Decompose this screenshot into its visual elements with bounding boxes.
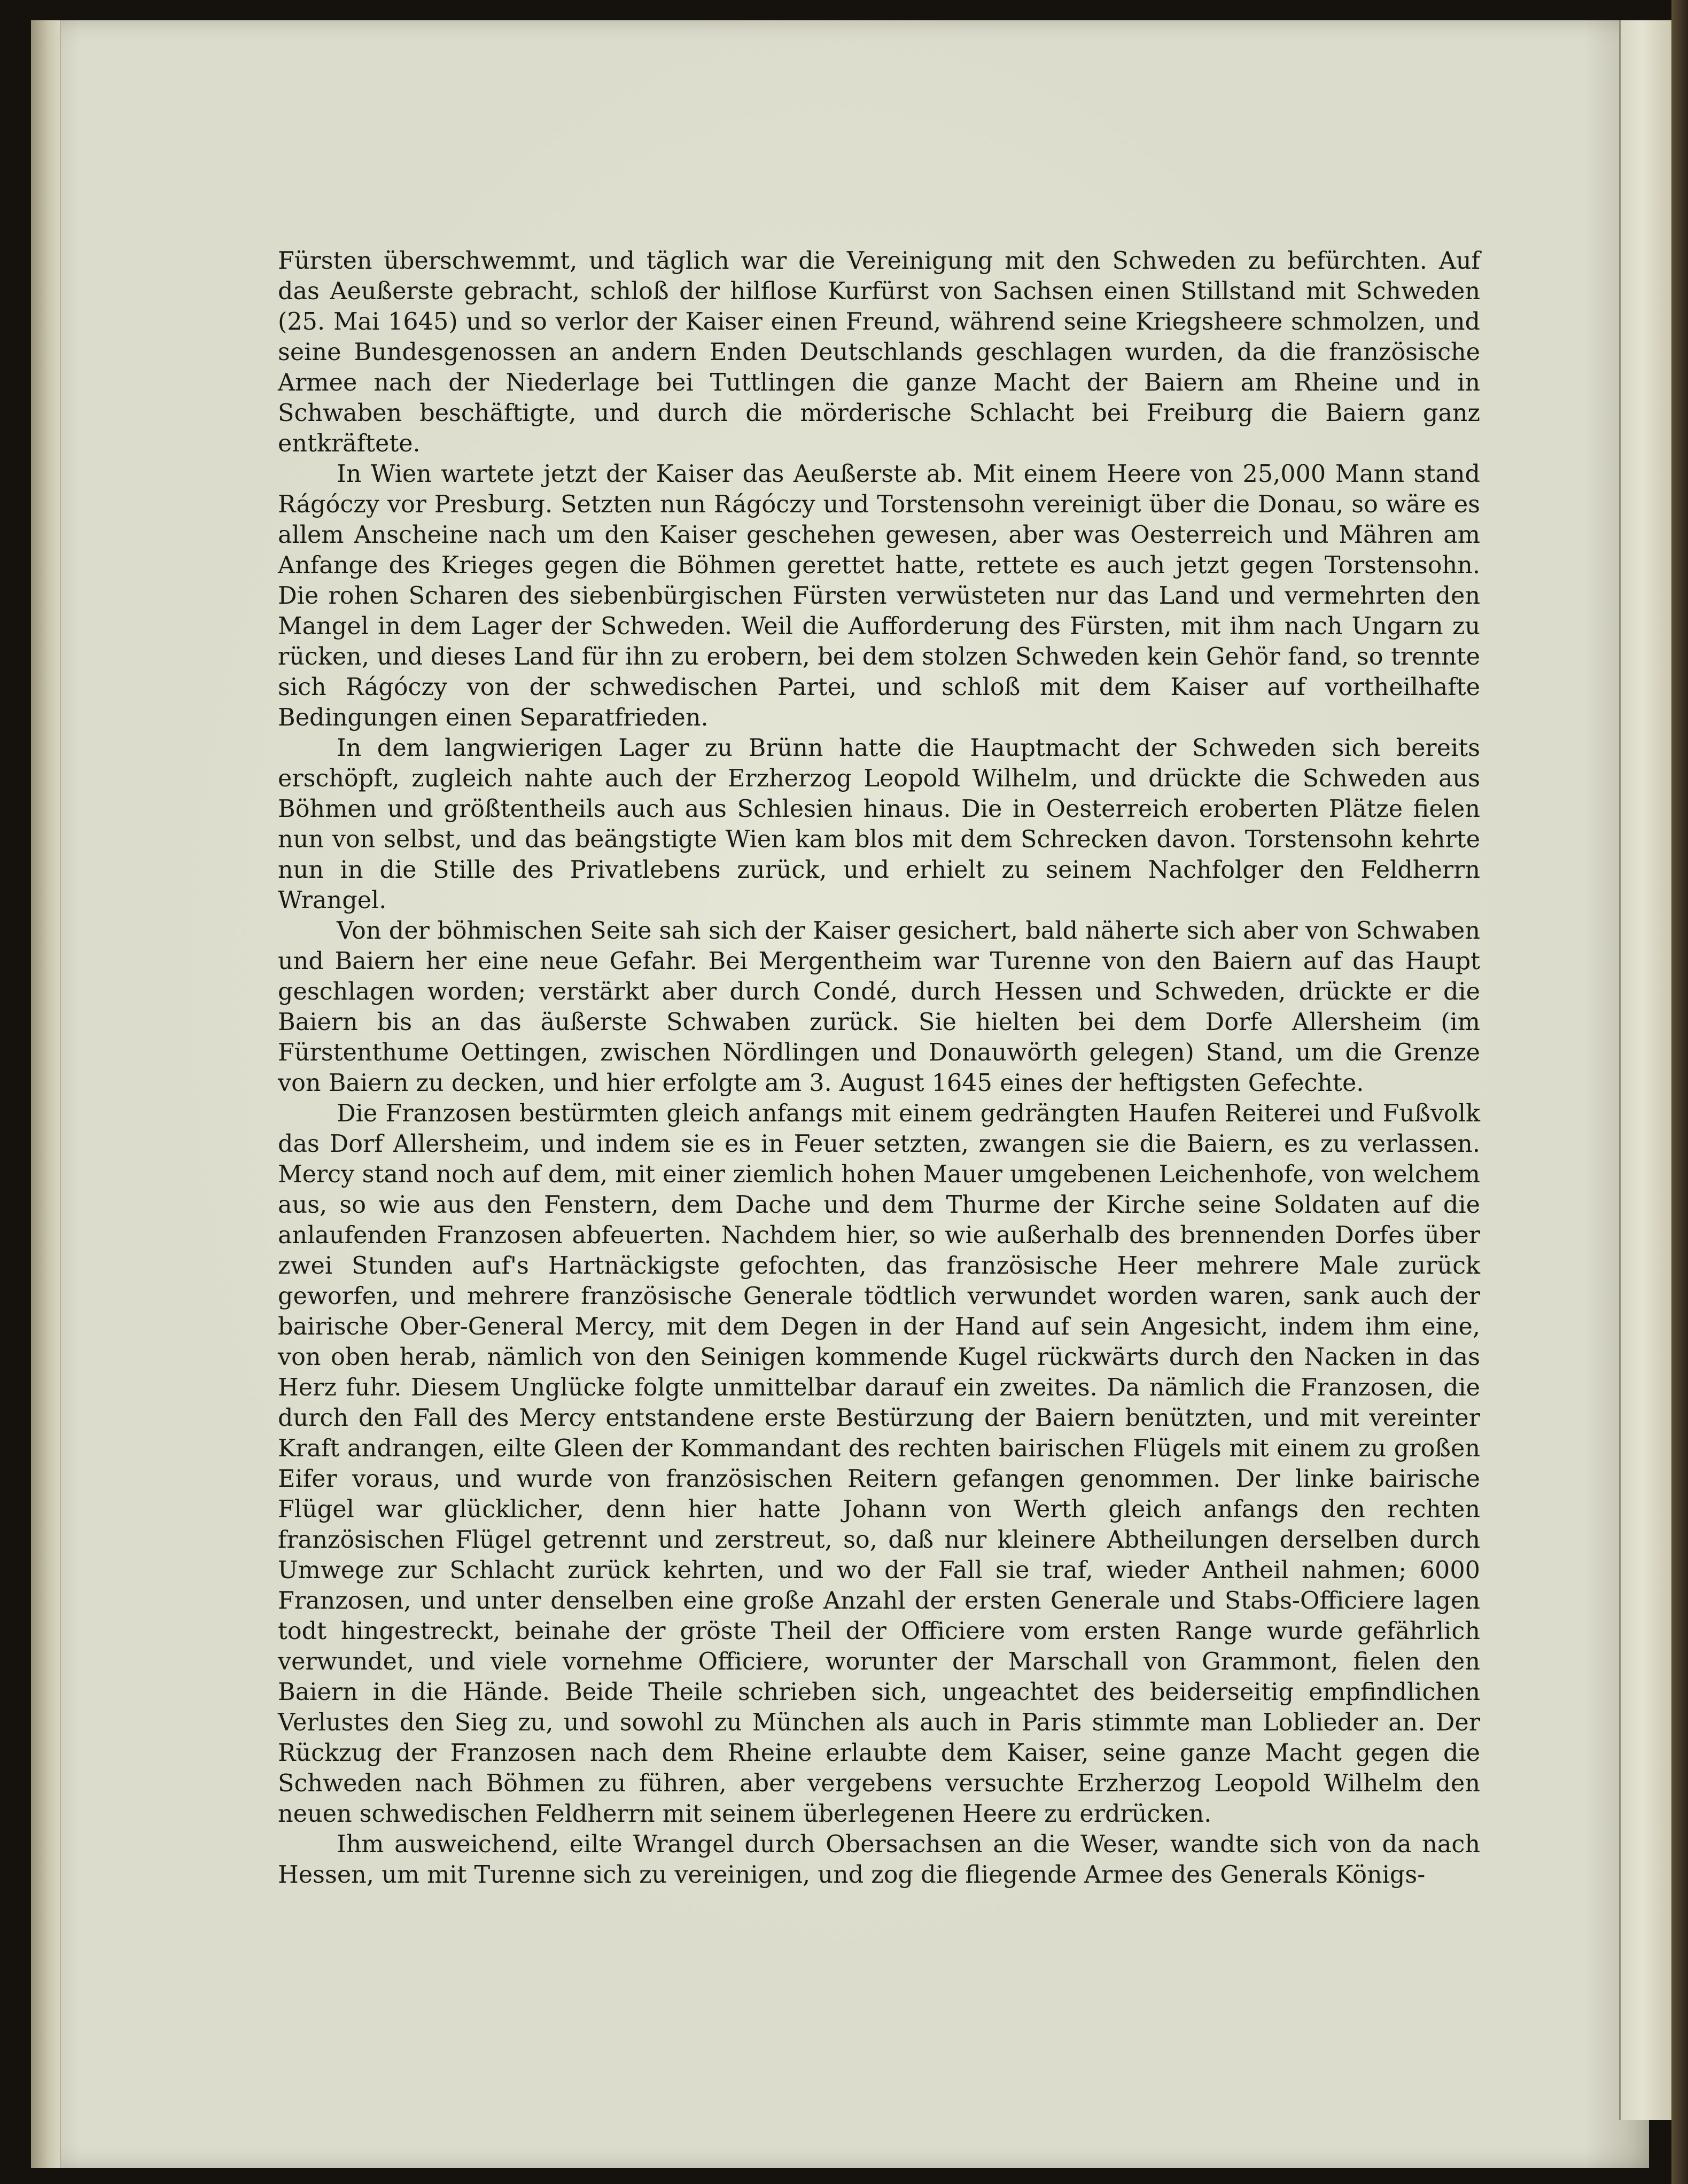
paragraph: Fürsten überschwemmt, und täglich war die Vereinigung mit den Schweden zu befürchten. Auf das Aeußerste gebracht, schloß der hilflose Kurfürst von Sachsen einen Stillstand mit Schweden (25. Mai 1645) und so verlor der Kaiser einen Freund, während seine Kriegsheere schmolzen, und seine Bundesgenossen an andern Enden Deutschlands geschlagen wurden, da die französische Armee nach der Niederlage bei Tuttlingen die ganze Macht der Baiern am Rheine und in Schwaben beschäftigte, und durch die mörderische Schlacht bei Freiburg die Baiern ganz entkräftete.: [278, 247, 1480, 457]
paragraph: Ihm ausweichend, eilte Wrangel durch Obersachsen an die Weser, wandte sich von da nach Hessen, um mit Turenne sich zu vereinigen, und zog die fliegende Armee des Generals Königs-: [278, 1831, 1480, 1889]
page-gutter-edge: [31, 20, 61, 2168]
paragraph: In Wien wartete jetzt der Kaiser das Aeußerste ab. Mit einem Heere von 25,000 Mann stand Rágóczy vor Presburg. Setzten nun Rágóczy und Torstensohn vereinigt über die Donau, so wäre es allem Anscheine nach um den Kaiser geschehen gewesen, aber was Oesterreich und Mähren am Anfange des Krieges gegen die Böhmen gerettet hatte, rettete es auch jetzt gegen Torstensohn. Die rohen Scharen des siebenbürgischen Fürsten verwüsteten nur das Land und vermehrten den Mangel in dem Lager der Schweden. Weil die Aufforderung des Fürsten, mit ihm nach Ungarn zu rücken, und dieses Land für ihn zu erobern, bei dem stolzen Schweden kein Gehör fand, so trennte sich Rágóczy von der schwedischen Partei, und schloß mit dem Kaiser auf vortheilhafte Bedingungen einen Separatfrieden.: [278, 461, 1480, 731]
paragraph: Von der böhmischen Seite sah sich der Kaiser gesichert, bald näherte sich aber von Schwaben und Baiern her eine neue Gefahr. Bei Mergentheim war Turenne von den Baiern auf das Haupt geschlagen worden; verstärkt aber durch Condé, durch Hessen und Schweden, drückte er die Baiern bis an das äußerste Schwaben zurück. Sie hielten bei dem Dorfe Allersheim (im Fürstenthume Oettingen, zwischen Nördlingen und Donauwörth gelegen) Stand, um die Grenze von Baiern zu decken, und hier erfolgte am 3. August 1645 eines der heftigsten Gefechte.: [278, 917, 1480, 1097]
body-text: [278, 246, 1480, 1890]
paragraph: In dem langwierigen Lager zu Brünn hatte die Hauptmacht der Schweden sich bereits erschöpft, zugleich nahte auch der Erzherzog Leopold Wilhelm, und drückte die Schweden aus Böhmen und größtentheils auch aus Schlesien hinaus. Die in Oesterreich eroberten Plätze fielen nun von selbst, und das beängstigte Wien kam blos mit dem Schrecken davon. Torstensohn kehrte nun in die Stille des Privatlebens zurück, und erhielt zu seinem Nachfolger den Feldherrn Wrangel.: [278, 735, 1480, 914]
book-spine: [1671, 0, 1688, 2184]
paragraph: Die Franzosen bestürmten gleich anfangs mit einem gedrängten Haufen Reiterei und Fußvolk das Dorf Allersheim, und indem sie es in Feuer setzten, zwangen sie die Baiern, es zu verlassen. Mercy stand noch auf dem, mit einer ziemlich hohen Mauer umgebenen Leichenhofe, von welchem aus, so wie aus den Fenstern, dem Dache und dem Thurme der Kirche seine Soldaten auf die anlaufenden Franzosen abfeuerten. Nachdem hier, so wie außerhalb des brennenden Dorfes über zwei Stunden auf's Hartnäckigste gefochten, das französische Heer mehrere Male zurück geworfen, und mehrere französische Generale tödtlich verwundet worden waren, sank auch der bairische Ober-General Mercy, mit dem Degen in der Hand auf sein Angesicht, indem ihm eine, von oben herab, nämlich von den Seinigen kommende Kugel rückwärts durch den Nacken in das Herz fuhr. Diesem Unglücke folgte unmittelbar darauf ein zweites. Da nämlich die Franzosen, die durch den Fall des Mercy entstandene erste Bestürzung der Baiern benützten, und mit vereinter Kraft andrangen, eilte Gleen der Kommandant des rechten bairischen Flügels mit einem zu großen Eifer voraus, und wurde von französischen Reitern gefangen genommen. Der linke bairische Flügel war glücklicher, denn hier hatte Johann von Werth gleich anfangs den rechten französischen Flügel getrennt und zerstreut, so, daß nur kleinere Abtheilungen derselben durch Umwege zur Schlacht zurück kehrten, und wo der Fall sie traf, wieder Antheil nahmen; 6000 Franzosen, und unter denselben eine große Anzahl der ersten Generale und Stabs-Officiere lagen todt hingestreckt, beinahe der gröste Theil der Officiere vom ersten Range wurde gefährlich verwundet, und viele vornehme Officiere, worunter der Marschall von Grammont, fielen den Baiern in die Hände. Beide Theile schrieben sich, ungeachtet des beiderseitig empfindlichen Verlustes den Sieg zu, und sowohl zu München als auch in Paris stimmte man Loblieder an. Der Rückzug der Franzosen nach dem Rheine erlaubte dem Kaiser, seine ganze Macht gegen die Schweden nach Böhmen zu führen, aber vergebens versuchte Erzherzog Leopold Wilhelm den neuen schwedischen Feldherrn mit seinem überlegenen Heere zu erdrücken.: [278, 1100, 1480, 1828]
adjacent-page-edge: [1619, 20, 1673, 2120]
